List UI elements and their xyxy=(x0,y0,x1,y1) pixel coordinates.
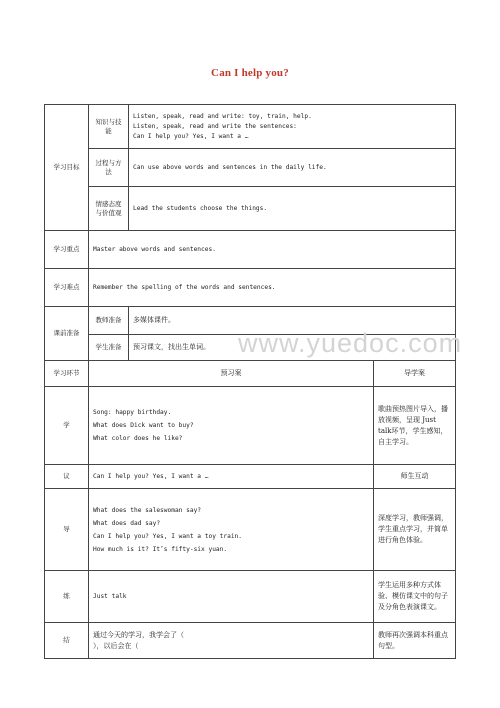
stage-row-summary xyxy=(45,623,456,659)
watermark: www.yuedoc.com xyxy=(238,328,463,358)
key-points-text: Master above words and sentences. xyxy=(89,231,456,269)
student-prep-label: 学生准备 xyxy=(89,335,129,361)
stage-row-practice xyxy=(45,571,456,623)
stage-label: 结 xyxy=(45,623,89,659)
emotion-text: Lead the students choose the things. xyxy=(129,187,456,231)
process-text: Can use above words and sentences in the daily life. xyxy=(129,149,456,187)
stage-line: What does Dick want to buy? xyxy=(93,422,194,429)
stage-line: How much is it? It’s fifty-six yuan. xyxy=(93,545,228,553)
objectives-row-knowledge xyxy=(45,105,456,149)
knowledge-text xyxy=(129,105,456,149)
stage-line: Song: happy birthday. xyxy=(93,409,172,416)
stage-label: 议 xyxy=(45,465,89,489)
stage-content: Just talk xyxy=(89,571,374,623)
stage-line: ），以后会在（ xyxy=(93,641,139,650)
stage-content xyxy=(89,623,374,659)
stages-header-row xyxy=(45,361,456,387)
objectives-row-process xyxy=(45,149,456,187)
stage-guide: 教师再次强调本科重点句型。 xyxy=(374,623,456,659)
stage-guide: 深度学习，教师强调，学生重点学习，并简单进行角色体验。 xyxy=(374,489,456,571)
difficulties-row xyxy=(45,269,456,307)
preparation-label: 课前准备 xyxy=(45,307,89,361)
key-points-row xyxy=(45,231,456,269)
teacher-prep-label: 教师准备 xyxy=(89,307,129,335)
knowledge-line: Can I help you? Yes, I want a … xyxy=(133,132,249,140)
plan-header: 预习案 xyxy=(89,361,374,387)
stage-guide: 歌曲预热图片导入，播放视频，呈现 Just talk环节，学生感知，自主学习。 xyxy=(374,387,456,465)
difficulties-text: Remember the spelling of the words and sentences. xyxy=(89,269,456,307)
student-prep-text: 预习课文，找出生单词。 xyxy=(129,335,456,361)
stage-label: 学 xyxy=(45,387,89,465)
stage-line: What does dad say? xyxy=(93,519,161,527)
objectives-row-emotion xyxy=(45,187,456,231)
teacher-prep-text: 多媒体课件。 xyxy=(129,307,456,335)
key-points-label: 学习重点 xyxy=(45,231,89,269)
guide-header: 导学案 xyxy=(374,361,456,387)
knowledge-line: Listen, speak, read and write: toy, train, help. xyxy=(133,112,312,120)
stage-guide: 学生运用多种方式体验、模仿课文中的句子及分角色表演课文。 xyxy=(374,571,456,623)
emotion-label: 情感态度与价值观 xyxy=(89,187,129,231)
knowledge-label: 知识与技能 xyxy=(89,105,129,149)
stage-content xyxy=(89,387,374,465)
stage-row-guide xyxy=(45,489,456,571)
stage-row-learn xyxy=(45,387,456,465)
stage-line: Can I help you? Yes, I want a toy train. xyxy=(93,532,243,540)
stage-guide: 师生互动 xyxy=(374,465,456,489)
difficulties-label: 学习难点 xyxy=(45,269,89,307)
stage-line: What color does he like? xyxy=(93,435,183,442)
document-title: Can I help you? xyxy=(211,67,289,79)
stage-line: What does the saleswoman say? xyxy=(93,506,202,514)
knowledge-line: Listen, speak, read and write the sentences: xyxy=(133,122,297,130)
stage-label: 练 xyxy=(45,571,89,623)
process-label: 过程与方法 xyxy=(89,149,129,187)
stage-line: 通过今天的学习，我学会了（ xyxy=(93,630,184,639)
stage-row-discuss xyxy=(45,465,456,489)
stage-content: Can I help you? Yes, I want a … xyxy=(89,465,374,489)
stage-content xyxy=(89,489,374,571)
stages-label: 学习环节 xyxy=(45,361,89,387)
lesson-plan-table xyxy=(44,104,456,659)
objectives-label: 学习目标 xyxy=(45,105,89,231)
stage-label: 导 xyxy=(45,489,89,571)
